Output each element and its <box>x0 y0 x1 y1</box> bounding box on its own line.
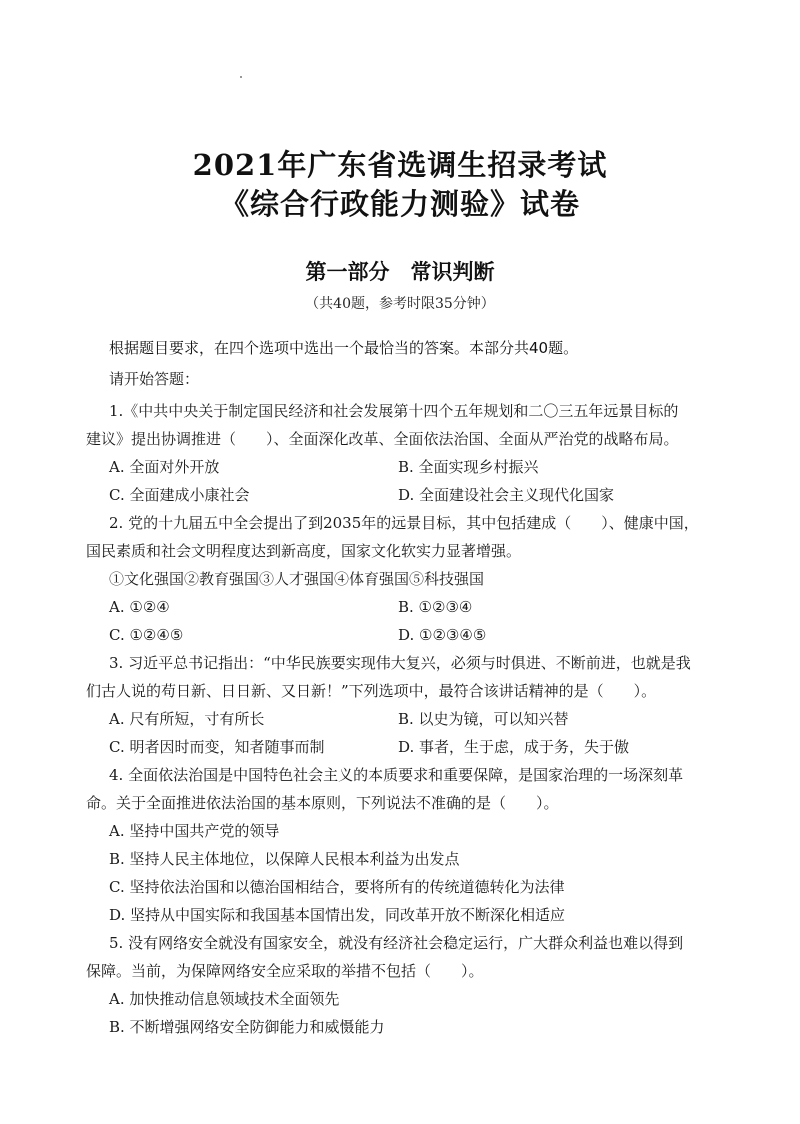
question-2-option-a: A. ①②④ <box>109 598 170 616</box>
question-4-option-b: B. 坚持人民主体地位，以保障人民根本利益为出发点 <box>109 850 460 868</box>
question-3-stem-line2: 们古人说的苟日新、日日新、又日新！”下列选项中，最符合该讲话精神的是（ ）。 <box>86 682 657 700</box>
exam-title-line1: 2021年广东省选调生招录考试 <box>192 148 608 182</box>
question-5-stem-line2: 保障。当前，为保障网络安全应采取的举措不包括（ ）。 <box>86 962 484 980</box>
section-note: （共40题，参考时限35分钟） <box>305 296 495 312</box>
question-5-option-a: A. 加快推动信息领域技术全面领先 <box>109 990 340 1008</box>
question-4-option-d: D. 坚持从中国实际和我国基本国情出发，同改革开放不断深化相适应 <box>109 906 566 924</box>
question-2-option-c: C. ①②④⑤ <box>109 626 184 644</box>
section-title: 第一部分 常识判断 <box>305 259 495 284</box>
question-3-stem-line1: 3. 习近平总书记指出：“中华民族要实现伟大复兴，必须与时俱进、不断前进，也就是我 <box>109 654 691 672</box>
question-4-stem-line1: 4. 全面依法治国是中国特色社会主义的本质要求和重要保障，是国家治理的一场深刻革 <box>109 766 684 784</box>
question-3-option-d: D. 事者，生于虑，成于务，失于傲 <box>398 738 630 756</box>
question-2-stem-line1: 2. 党的十九届五中全会提出了到2035年的远景目标，其中包括建成（ ）、健康中国， <box>109 514 699 532</box>
question-1-option-b: B. 全面实现乡村振兴 <box>398 458 539 476</box>
question-1-stem-line1: 1.《中共中央关于制定国民经济和社会发展第十四个五年规划和二〇三五年远景目标的 <box>109 402 679 420</box>
question-5-stem-line1: 5. 没有网络安全就没有国家安全，就没有经济社会稳定运行，广大群众利益也难以得到 <box>109 934 684 952</box>
question-4-option-c: C. 坚持依法治国和以德治国相结合，要将所有的传统道德转化为法律 <box>109 878 565 896</box>
start-text: 请开始答题： <box>109 370 200 388</box>
question-1-option-c: C. 全面建成小康社会 <box>109 486 250 504</box>
question-3-option-a: A. 尺有所短，寸有所长 <box>109 710 265 728</box>
exam-title-line2: 《综合行政能力测验》试卷 <box>219 187 580 221</box>
question-1-stem-line2: 建议》提出协调推进（ ）、全面深化改革、全面依法治国、全面从严治党的战略布局。 <box>86 430 679 448</box>
question-3-option-b: B. 以史为镜，可以知兴替 <box>398 710 569 728</box>
question-2-option-d: D. ①②③④⑤ <box>398 626 487 644</box>
question-1-option-a: A. 全面对外开放 <box>109 458 220 476</box>
question-4-option-a: A. 坚持中国共产党的领导 <box>109 822 280 840</box>
question-2-option-b: B. ①②③④ <box>398 598 473 616</box>
question-1-option-d: D. 全面建设社会主义现代化国家 <box>398 486 615 504</box>
instruction-text: 根据题目要求，在四个选项中选出一个最恰当的答案。本部分共40题。 <box>109 339 579 357</box>
question-2-items: ①文化强国②教育强国③人才强国④体育强国⑤科技强国 <box>109 570 485 588</box>
question-5-option-b: B. 不断增强网络安全防御能力和威慑能力 <box>109 1018 385 1036</box>
scan-speck <box>240 76 242 78</box>
question-2-stem-line2: 国民素质和社会文明程度达到新高度，国家文化软实力显著增强。 <box>86 542 522 560</box>
question-4-stem-line2: 命。关于全面推进依法治国的基本原则，下列说法不准确的是（ ）。 <box>86 794 559 812</box>
question-3-option-c: C. 明者因时而变，知者随事而制 <box>109 738 325 756</box>
